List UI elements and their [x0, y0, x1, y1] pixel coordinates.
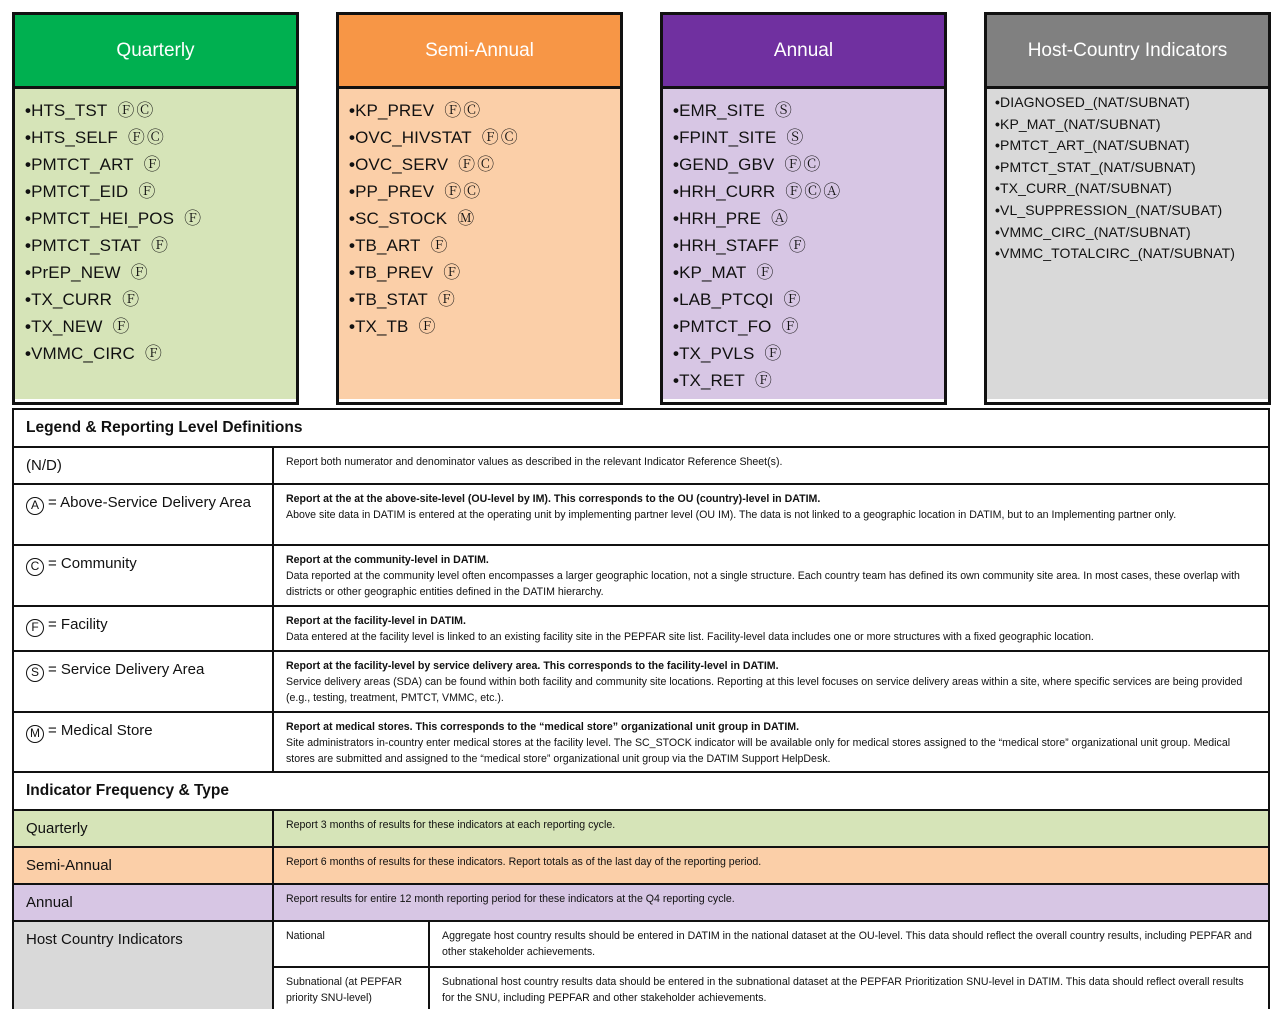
reporting-level-icons: ⒻⒸ	[444, 101, 483, 120]
reporting-level-icons: Ⓢ	[786, 128, 806, 147]
indicator-item	[995, 178, 1260, 200]
indicator-item	[673, 97, 934, 124]
reporting-level-icons: Ⓕ	[430, 236, 450, 255]
indicator-item	[25, 151, 286, 178]
frequency-row-host	[13, 921, 1269, 967]
bullet-icon: •	[25, 182, 32, 201]
bullet-icon: •	[995, 201, 1001, 218]
indicator-item	[25, 124, 286, 151]
bullet-icon: •	[673, 371, 680, 390]
indicator-item	[349, 259, 610, 286]
indicator-item	[349, 151, 610, 178]
indicator-item	[673, 124, 934, 151]
legend-label-text: (N/D)	[26, 457, 62, 474]
indicator-name: VMMC_TOTALCIRC_(NAT/SUBNAT)	[1000, 245, 1236, 262]
above-sda-icon: A	[26, 497, 44, 515]
legend-label-text: = Service Delivery Area	[48, 661, 205, 678]
bullet-icon: •	[25, 317, 32, 336]
indicator-name: TB_ART	[355, 236, 421, 255]
reporting-level-icons: Ⓕ	[122, 290, 142, 309]
bullet-icon: •	[25, 155, 32, 174]
indicator-name: VMMC_CIRC_(NAT/SUBNAT)	[1000, 223, 1191, 240]
frequency-desc: Report results for entire 12 month reporting period for these indicators at the Q4 reporting cycle.	[273, 884, 1269, 921]
reporting-level-icons: Ⓕ	[143, 155, 163, 174]
reporting-level-icons: Ⓕ	[151, 236, 170, 255]
indicator-name: KP_MAT_(NAT/SUBNAT)	[1000, 115, 1161, 132]
reporting-level-icons: Ⓕ	[754, 371, 774, 390]
bullet-icon: •	[349, 209, 356, 228]
legend-row	[13, 712, 1269, 772]
legend-text: Above site data in DATIM is entered at the operating unit by implementing partner level (OU IM). The data is not linked to a geographic location in DATIM, but to an Implementing partner only.	[286, 509, 1177, 521]
legend-title: Legend & Reporting Level Definitions	[13, 409, 1269, 447]
indicator-item	[25, 178, 286, 205]
indicator-item	[673, 340, 934, 367]
indicator-item	[995, 243, 1260, 265]
national-desc: Aggregate host country results should be entered in DATIM in the national dataset at the OU-level. This data should reflect the overall country results, including PEPFAR and other stakeholder achievements.	[429, 921, 1269, 967]
bullet-icon: •	[25, 344, 32, 363]
reporting-level-icons: Ⓕ	[418, 317, 438, 336]
community-icon: C	[26, 558, 44, 576]
indicator-name: HRH_CURR	[679, 182, 776, 201]
indicator-item	[349, 97, 610, 124]
frequency-desc: Report 3 months of results for these indicators at each reporting cycle.	[273, 810, 1269, 847]
indicator-item	[25, 205, 286, 232]
indicator-name: TX_NEW	[31, 317, 103, 336]
indicator-name: GEND_GBV	[679, 155, 775, 174]
indicator-name: SC_STOCK	[355, 209, 448, 228]
indicator-name: PMTCT_EID	[31, 182, 129, 201]
reporting-level-icons: ⒻⒸⒶ	[785, 182, 843, 201]
indicator-item	[25, 97, 286, 124]
legend-text: Data entered at the facility level is linked to an existing facility site in the PEPFAR site list. Facility-level data includes one or more structures with a fixed geographic location.	[286, 631, 1094, 643]
reporting-level-icons: ⒻⒸ	[784, 155, 823, 174]
bullet-icon: •	[673, 128, 680, 147]
bullet-icon: •	[995, 223, 1001, 240]
semi-annual-list	[339, 89, 620, 399]
indicator-item	[995, 114, 1260, 136]
legend-lead: Report at medical stores. This corresponds to the “medical store” organizational unit group in DATIM.	[286, 721, 800, 733]
indicator-name: HTS_SELF	[31, 128, 118, 147]
frequency-row-annual	[13, 884, 1269, 921]
annual-box	[660, 12, 947, 405]
indicator-item	[673, 178, 934, 205]
bullet-icon: •	[25, 101, 32, 120]
reporting-level-icons: Ⓕ	[112, 317, 132, 336]
frequency-desc: Report 6 months of results for these indicators. Report totals as of the last day of the reporting period.	[273, 847, 1269, 884]
legend-label-medical-store	[13, 712, 273, 772]
indicator-name: PMTCT_FO	[679, 317, 772, 336]
legend-label-text: = Facility	[48, 616, 108, 633]
reporting-level-icons: Ⓢ	[774, 101, 794, 120]
host-country-list	[987, 89, 1268, 399]
indicator-name: TB_STAT	[355, 290, 428, 309]
bullet-icon: •	[349, 317, 356, 336]
indicator-name: KP_PREV	[355, 101, 435, 120]
bullet-icon: •	[995, 245, 1001, 262]
bullet-icon: •	[25, 209, 32, 228]
reporting-level-icons: ⒻⒸ	[481, 128, 520, 147]
national-label: National	[273, 921, 429, 967]
indicator-columns	[0, 0, 1285, 405]
indicator-name: PrEP_NEW	[31, 263, 121, 282]
bullet-icon: •	[995, 115, 1001, 132]
bullet-icon: •	[673, 263, 680, 282]
frequency-label: Annual	[13, 884, 273, 921]
legend-desc	[273, 606, 1269, 651]
reporting-level-icons: ⒻⒸ	[117, 101, 156, 120]
reporting-level-icons: Ⓕ	[756, 263, 776, 282]
bullet-icon: •	[349, 236, 356, 255]
legend-desc	[273, 484, 1269, 545]
bullet-icon: •	[995, 94, 1001, 110]
indicator-name: PP_PREV	[355, 182, 435, 201]
legend-label-community	[13, 545, 273, 606]
indicator-item	[673, 205, 934, 232]
indicator-name: HTS_TST	[31, 101, 108, 120]
service-delivery-area-icon: S	[26, 664, 44, 682]
bullet-icon: •	[349, 182, 356, 201]
bullet-icon: •	[673, 317, 680, 336]
indicator-name: DIAGNOSED_(NAT/SUBNAT)	[1000, 94, 1190, 110]
indicator-item	[673, 232, 934, 259]
bullet-icon: •	[673, 155, 680, 174]
reporting-level-icons: Ⓕ	[130, 263, 150, 282]
frequency-label: Quarterly	[13, 810, 273, 847]
frequency-title: Indicator Frequency & Type	[13, 772, 1269, 810]
legend-row	[13, 651, 1269, 712]
definitions-table	[12, 408, 1270, 1009]
legend-desc	[273, 712, 1269, 772]
indicator-item	[995, 200, 1260, 222]
indicator-item	[673, 313, 934, 340]
indicator-item	[349, 205, 610, 232]
annual-header: Annual	[663, 15, 944, 89]
bullet-icon: •	[995, 137, 1001, 154]
legend-lead: Report at the at the above-site-level (OU-level by IM). This corresponds to the OU (country)-level in DATIM.	[286, 493, 821, 505]
indicator-name: TX_RET	[679, 371, 745, 390]
bullet-icon: •	[25, 236, 32, 255]
legend-text: Data reported at the community level often encompasses a larger geographic location, not a single structure. Each country team has defined its own community site area. In most cases, these overlap with districts or other geographic entities defined in the DATIM hierarchy.	[286, 570, 1240, 598]
bullet-icon: •	[995, 180, 1001, 197]
legend-row	[13, 447, 1269, 484]
indicator-item	[673, 151, 934, 178]
indicator-item	[349, 178, 610, 205]
reporting-level-icons: Ⓕ	[788, 236, 808, 255]
legend-label-above-sda	[13, 484, 273, 545]
reporting-level-icons: Ⓕ	[764, 344, 784, 363]
indicator-item	[25, 313, 286, 340]
indicator-name: VL_SUPPRESSION_(NAT/SUBAT)	[1000, 201, 1223, 218]
indicator-item	[25, 259, 286, 286]
reporting-level-icons: Ⓕ	[783, 290, 803, 309]
indicator-name: TX_CURR_(NAT/SUBNAT)	[1000, 180, 1172, 197]
indicator-name: TX_CURR	[31, 290, 113, 309]
reporting-level-icons: ⒻⒸ	[444, 182, 483, 201]
legend-label-nd	[13, 447, 273, 484]
indicator-name: PMTCT_STAT	[31, 236, 141, 255]
frequency-row-quarterly	[13, 810, 1269, 847]
legend-desc	[273, 447, 1269, 484]
indicator-item	[995, 92, 1260, 114]
legend-label-text: = Medical Store	[48, 722, 153, 739]
legend-desc	[273, 545, 1269, 606]
indicator-item	[25, 340, 286, 367]
reporting-level-icons: ⒻⒸ	[458, 155, 497, 174]
bullet-icon: •	[673, 290, 680, 309]
indicator-name: PMTCT_STAT_(NAT/SUBNAT)	[1000, 158, 1196, 175]
legend-row	[13, 545, 1269, 606]
reporting-level-icons: ⒻⒸ	[127, 128, 166, 147]
indicator-name: VMMC_CIRC	[31, 344, 135, 363]
reporting-level-icons: Ⓕ	[437, 290, 457, 309]
legend-label-text: = Community	[48, 555, 137, 572]
host-country-header: Host-Country Indicators	[987, 15, 1268, 89]
bullet-icon: •	[995, 158, 1001, 175]
indicator-name: TB_PREV	[355, 263, 434, 282]
reporting-level-icons: Ⓕ	[144, 344, 164, 363]
legend-lead: Report at the facility-level in DATIM.	[286, 615, 466, 627]
bullet-icon: •	[673, 236, 680, 255]
subnational-label: Subnational (at PEPFAR priority SNU-level)	[273, 967, 429, 1009]
indicator-item	[349, 313, 610, 340]
indicator-name: PMTCT_ART_(NAT/SUBNAT)	[1000, 137, 1190, 154]
bullet-icon: •	[673, 101, 680, 120]
indicator-name: PMTCT_ART	[31, 155, 134, 174]
reporting-level-icons: Ⓕ	[781, 317, 801, 336]
legend-text: Site administrators in-country enter medical stores at the facility level. The SC_STOCK indicator will be available only for medical stores assigned to the “medical store” organizational unit group. Medical stores are submitted and assigned to the “medical store” organizational unit group via the DATIM Support HelpDesk.	[286, 737, 1231, 765]
indicator-item	[349, 124, 610, 151]
bullet-icon: •	[25, 263, 32, 282]
bullet-icon: •	[673, 344, 680, 363]
subnational-desc: Subnational host country results data should be entered in the subnational dataset at the PEPFAR Prioritization SNU-level in DATIM. This data should reflect overall results for the SNU, including PEPFAR and other stakeholder achievements.	[429, 967, 1269, 1009]
legend-desc	[273, 651, 1269, 712]
indicator-name: OVC_SERV	[355, 155, 449, 174]
indicator-name: PMTCT_HEI_POS	[31, 209, 175, 228]
semi-annual-box	[336, 12, 623, 405]
indicator-name: TX_TB	[355, 317, 409, 336]
indicator-item	[995, 222, 1260, 244]
reporting-level-icons: Ⓕ	[443, 263, 463, 282]
bullet-icon: •	[673, 182, 680, 201]
indicator-item	[349, 286, 610, 313]
indicator-item	[25, 286, 286, 313]
legend-lead: Report at the facility-level by service delivery area. This corresponds to the facility-level in DATIM.	[286, 660, 779, 672]
indicator-item	[673, 367, 934, 394]
bullet-icon: •	[25, 290, 32, 309]
legend-label-sda	[13, 651, 273, 712]
reporting-level-icons: Ⓕ	[184, 209, 204, 228]
bullet-icon: •	[349, 155, 356, 174]
indicator-name: TX_PVLS	[679, 344, 755, 363]
legend-row	[13, 484, 1269, 545]
legend-text: Report both numerator and denominator values as described in the relevant Indicator Reference Sheet(s).	[286, 456, 783, 468]
indicator-name: HRH_STAFF	[679, 236, 779, 255]
quarterly-list	[15, 89, 296, 399]
indicator-name: HRH_PRE	[679, 209, 762, 228]
indicator-item	[995, 135, 1260, 157]
indicator-item	[349, 232, 610, 259]
host-country-box	[984, 12, 1271, 405]
reporting-level-icons: Ⓐ	[771, 209, 791, 228]
indicator-item	[995, 157, 1260, 179]
bullet-icon: •	[349, 101, 356, 120]
legend-label-text: = Above-Service Delivery Area	[48, 494, 252, 511]
bullet-icon: •	[349, 263, 356, 282]
indicator-name: KP_MAT	[679, 263, 747, 282]
bullet-icon: •	[673, 209, 680, 228]
semi-annual-header: Semi-Annual	[339, 15, 620, 89]
indicator-name: EMR_SITE	[679, 101, 765, 120]
legend-row	[13, 606, 1269, 651]
annual-list	[663, 89, 944, 399]
legend-label-facility	[13, 606, 273, 651]
quarterly-header: Quarterly	[15, 15, 296, 89]
legend-lead: Report at the community-level in DATIM.	[286, 554, 489, 566]
indicator-item	[25, 232, 286, 259]
bullet-icon: •	[25, 128, 32, 147]
indicator-item	[673, 259, 934, 286]
frequency-label: Semi-Annual	[13, 847, 273, 884]
quarterly-box	[12, 12, 299, 405]
indicator-name: FPINT_SITE	[679, 128, 777, 147]
frequency-label: Host Country Indicators	[13, 921, 273, 1009]
indicator-name: LAB_PTCQI	[679, 290, 774, 309]
legend-text: Service delivery areas (SDA) can be found within both facility and community site locations. Reporting at this level focuses on service delivery areas within a site, where specific services are being provided (e.g., testing, treatment, PMTCT, VMMC, etc.).	[286, 676, 1243, 704]
facility-icon: F	[26, 619, 44, 637]
reporting-level-icons: Ⓕ	[138, 182, 158, 201]
bullet-icon: •	[349, 290, 356, 309]
indicator-name: OVC_HIVSTAT	[355, 128, 472, 147]
bullet-icon: •	[349, 128, 356, 147]
medical-store-icon: M	[26, 725, 44, 743]
frequency-row-semi-annual	[13, 847, 1269, 884]
indicator-item	[673, 286, 934, 313]
reporting-level-icons: Ⓜ	[457, 209, 477, 228]
